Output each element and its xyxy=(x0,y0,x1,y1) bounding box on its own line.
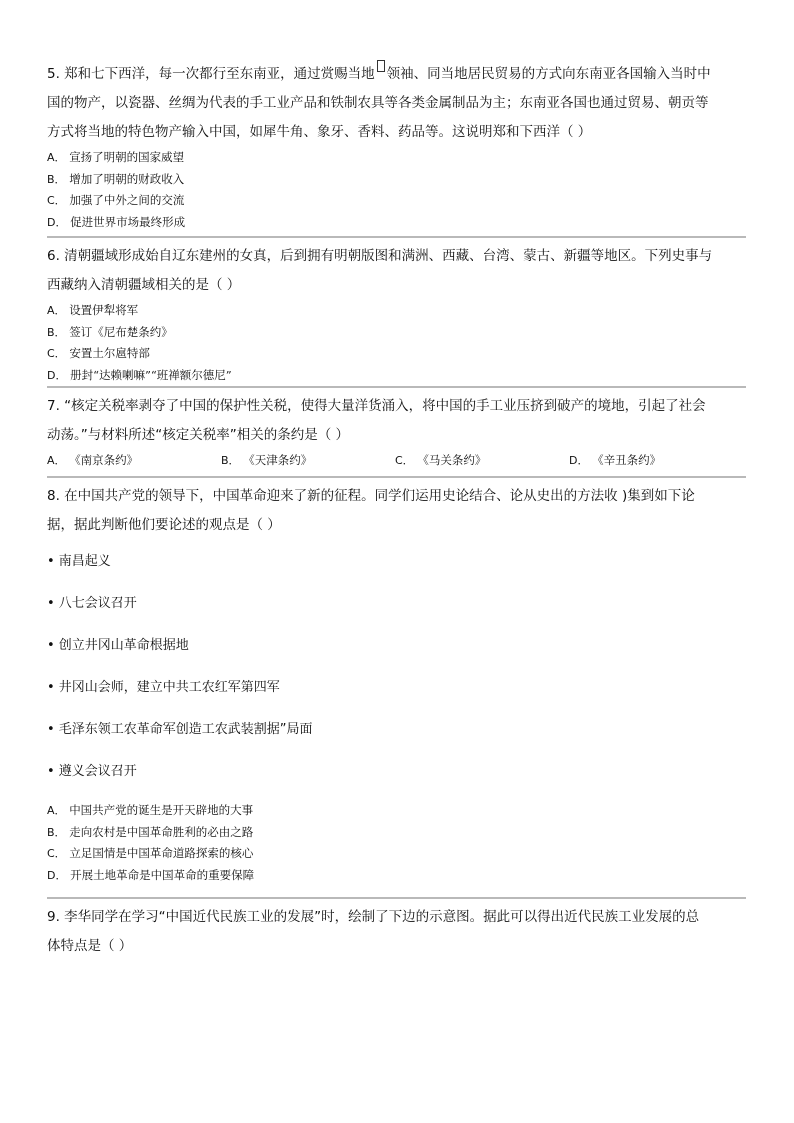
question-7-stem-line-1: 7. “核定关税率剥夺了中国的保护性关税，使得大量洋货涌入，将中国的手工业压挤到破产的境地，引起了社会 xyxy=(47,398,706,414)
evidence-item: • 遵义会议召开 xyxy=(47,764,137,779)
question-7-stem-line-2: 动荡。”与材料所述“核定关税率”相关的条约是（ ） xyxy=(47,427,350,443)
question-5-stem-line-1: 5. 郑和七下西洋，每一次都行至东南亚，通过赏赐当地 领袖、同当地居民贸易的方式向东南亚各国输入当时中 xyxy=(47,60,747,89)
option-c[interactable]: C． 安置土尔扈特部 xyxy=(47,346,150,360)
question-6-stem-line-1: 6. 清朝疆域形成始自辽东建州的女真，后到拥有明朝版图和满洲、西藏、台湾、蒙古、新疆等地区。下列史事与 xyxy=(47,248,713,264)
option-b[interactable]: B． 增加了明朝的财政收入 xyxy=(47,171,185,186)
question-6 xyxy=(47,242,747,386)
evidence-item: • 八七会议召开 xyxy=(47,596,137,611)
evidence-item: • 井冈山会师，建立中共工农红军第四军 xyxy=(47,680,280,695)
option-b[interactable]: B． 《天津条约》 xyxy=(221,453,313,467)
question-9-stem-line-1: 9. 李华同学在学习“中国近代民族工业的发展”时，绘制了下边的示意图。据此可以得出近代民族工业发展的总 xyxy=(47,909,700,925)
divider xyxy=(47,897,746,899)
option-d[interactable]: D． 促进世界市场最终形成 xyxy=(47,214,186,229)
evidence-item: • 毛泽东领工农革命军创造工农武装割据”局面 xyxy=(47,722,313,737)
option-c[interactable]: C． 立足国情是中国革命道路探索的核心 xyxy=(47,846,254,860)
option-b[interactable]: B． 走向农村是中国革命胜利的必由之路 xyxy=(47,824,254,839)
evidence-item: • 创立井冈山革命根据地 xyxy=(47,638,189,653)
question-5-stem-line-3: 方式将当地的特色物产输入中国，如犀牛角、象牙、香料、药品等。这说明郑和下西洋（ ） xyxy=(47,124,592,140)
question-8-stem-line-1: 8. 在中国共产党的领导下，中国革命迎来了新的征程。同学们运用史论结合、论从史出的方法收 )集到如下论 xyxy=(47,488,695,504)
option-b[interactable]: B． 签订《尼布楚条约》 xyxy=(47,324,173,339)
question-8-stem-line-2: 据，据此判断他们要论述的观点是（ ） xyxy=(47,517,281,533)
question-6-stem-line-2: 西藏纳入清朝疆域相关的是（ ） xyxy=(47,277,241,293)
option-d[interactable]: D． 开展土地革命是中国革命的重要保障 xyxy=(47,867,255,882)
evidence-item: • 南昌起义 xyxy=(47,554,111,569)
option-d[interactable]: D． 册封“达赖喇嘛”“班禅额尔德尼” xyxy=(47,367,232,382)
option-a[interactable]: A． 《南京条约》 xyxy=(47,453,139,467)
option-d[interactable]: D． 《辛丑条约》 xyxy=(569,453,662,467)
divider xyxy=(47,386,746,388)
missing-glyph-box xyxy=(377,60,385,72)
question-9 xyxy=(47,903,747,961)
question-9-stem-line-2: 体特点是（ ） xyxy=(47,938,133,954)
option-c[interactable]: C． 加强了中外之间的交流 xyxy=(47,193,185,207)
option-c[interactable]: C． 《马关条约》 xyxy=(395,453,487,467)
question-5-stem-line-2: 国的物产，以瓷器、丝绸为代表的手工业产品和铁制农具等各类金属制品为主；东南亚各国也通过贸易、朝贡等 xyxy=(47,95,709,111)
option-a[interactable]: A． 宣扬了明朝的国家威望 xyxy=(47,150,185,164)
option-a[interactable]: A． 中国共产党的诞生是开天辟地的大事 xyxy=(47,803,254,817)
option-a[interactable]: A． 设置伊犁将军 xyxy=(47,303,139,317)
question-8 xyxy=(47,482,747,540)
divider xyxy=(47,236,746,238)
question-8-options xyxy=(47,800,747,886)
question-5 xyxy=(47,60,747,233)
question-7-options xyxy=(47,450,747,472)
divider xyxy=(47,476,746,478)
question-7 xyxy=(47,392,747,472)
